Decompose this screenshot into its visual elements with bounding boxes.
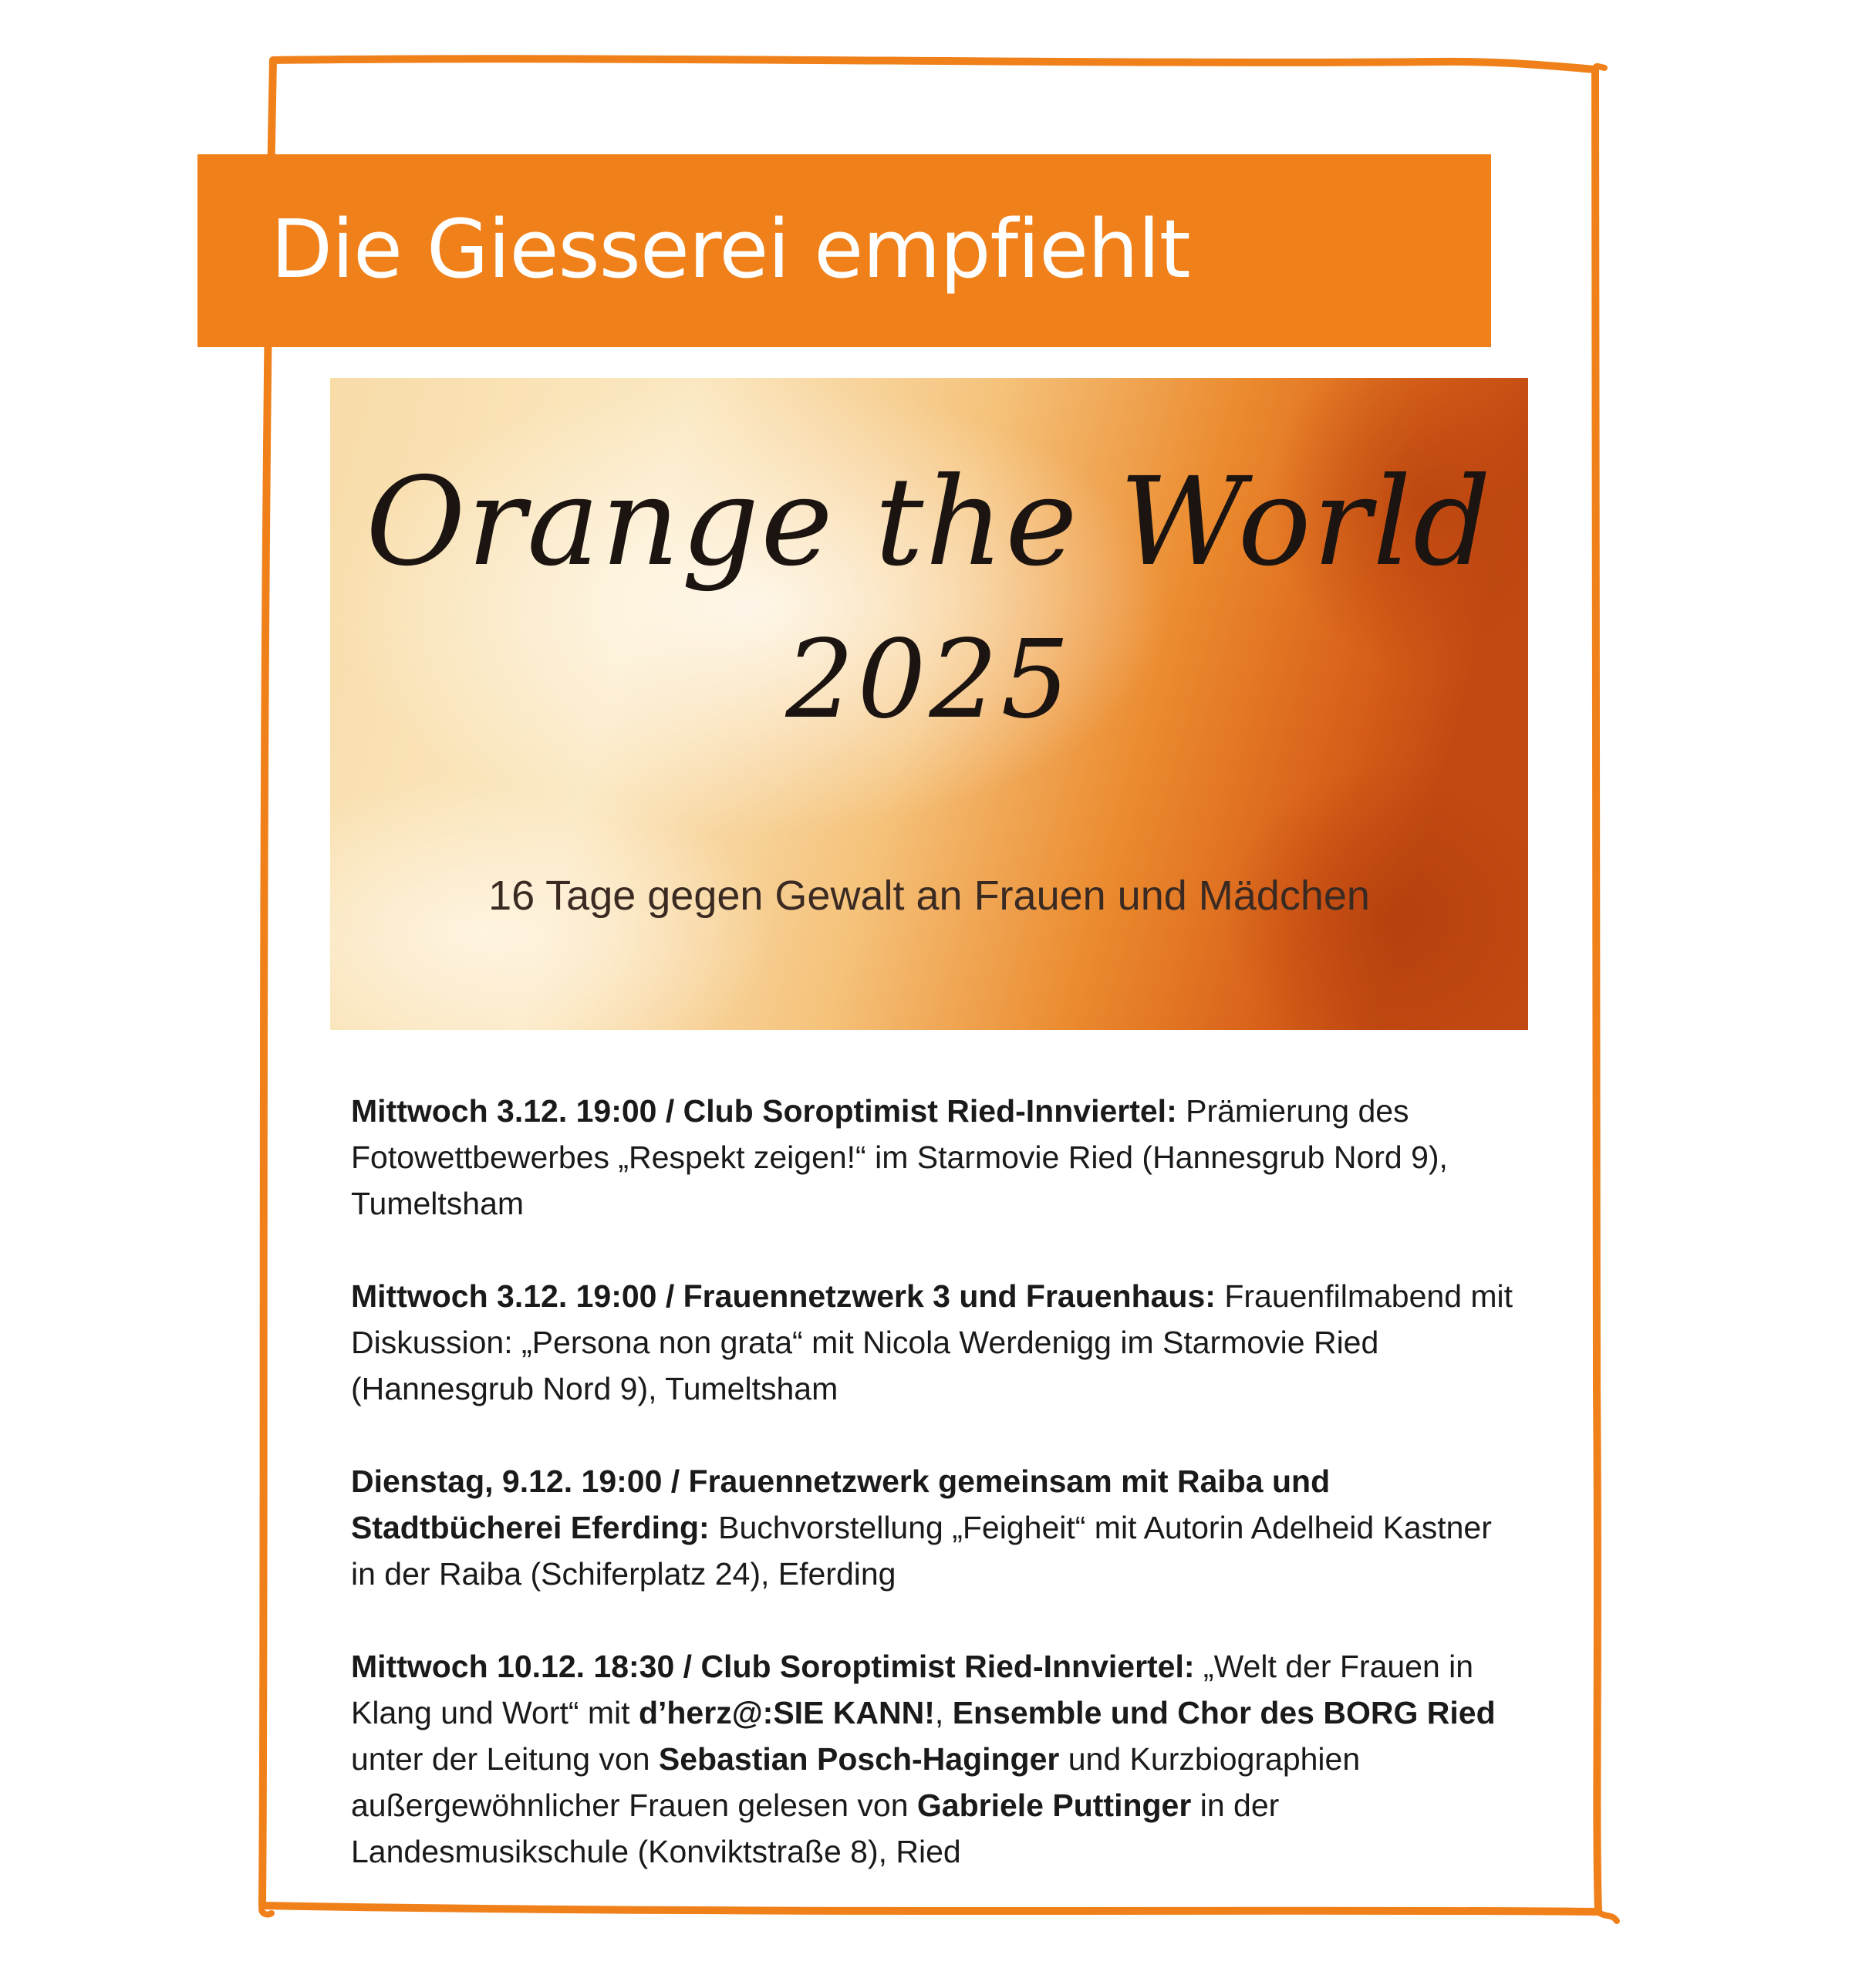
- event-description: in der Landesmusikschule (Konviktstraße 8), Ried: [351, 1788, 1280, 1869]
- event-description: Frauenfilmabend mit Diskussion: „Persona non grata“ mit Nicola Werdenigg im Starmovie Ried (Hannesgrub Nord 9), Tumeltsham: [351, 1278, 1513, 1406]
- event-description: und Kurzbiographien außergewöhnlicher Frauen gelesen von: [351, 1741, 1361, 1823]
- event-heading: Mittwoch 10.12. 18:30 / Club Soroptimist Ried-Innviertel:: [351, 1649, 1195, 1684]
- event-description: „Welt der Frauen in Klang und Wort“ mit: [351, 1649, 1474, 1730]
- event-item: [351, 1273, 1523, 1412]
- event-heading: Mittwoch 3.12. 19:00 / Frauennetzwerk 3 und Frauenhaus:: [351, 1278, 1216, 1314]
- event-item: [351, 1458, 1523, 1597]
- poster-subtitle: 16 Tage gegen Gewalt an Frauen und Mädchen: [488, 873, 1370, 919]
- event-item: [351, 1643, 1523, 1875]
- event-heading: Dienstag, 9.12. 19:00 / Frauennetzwerk gemeinsam mit Raiba und Stadtbücherei Eferding:: [351, 1464, 1331, 1545]
- poster-title: Orange the World: [366, 451, 1493, 593]
- page-title: Die Giesserei empfiehlt: [271, 202, 1190, 296]
- header-banner: [197, 154, 1491, 347]
- event-conductor: Sebastian Posch-Haginger: [658, 1741, 1060, 1777]
- event-list: [351, 1088, 1523, 1921]
- event-performer: d’herz@:SIE KANN!: [638, 1695, 935, 1730]
- event-description: Buchvorstellung „Feigheit“ mit Autorin Adelheid Kastner in der Raiba (Schiferplatz 24), Eferding: [351, 1510, 1492, 1592]
- poster-year: 2025: [785, 617, 1073, 743]
- event-description: Prämierung des Fotowettbewerbes „Respekt zeigen!“ im Starmovie Ried (Hannesgrub Nord 9), Tumeltsham: [351, 1093, 1448, 1221]
- event-heading: Mittwoch 3.12. 19:00 / Club Soroptimist Ried-Innviertel:: [351, 1093, 1177, 1129]
- event-description: ,: [934, 1695, 953, 1730]
- orange-the-world-poster: [330, 378, 1528, 1030]
- event-performer: Ensemble und Chor des BORG Ried: [952, 1695, 1496, 1730]
- event-item: [351, 1088, 1523, 1227]
- event-reader: Gabriele Puttinger: [916, 1788, 1192, 1823]
- event-description: unter der Leitung von: [351, 1741, 659, 1777]
